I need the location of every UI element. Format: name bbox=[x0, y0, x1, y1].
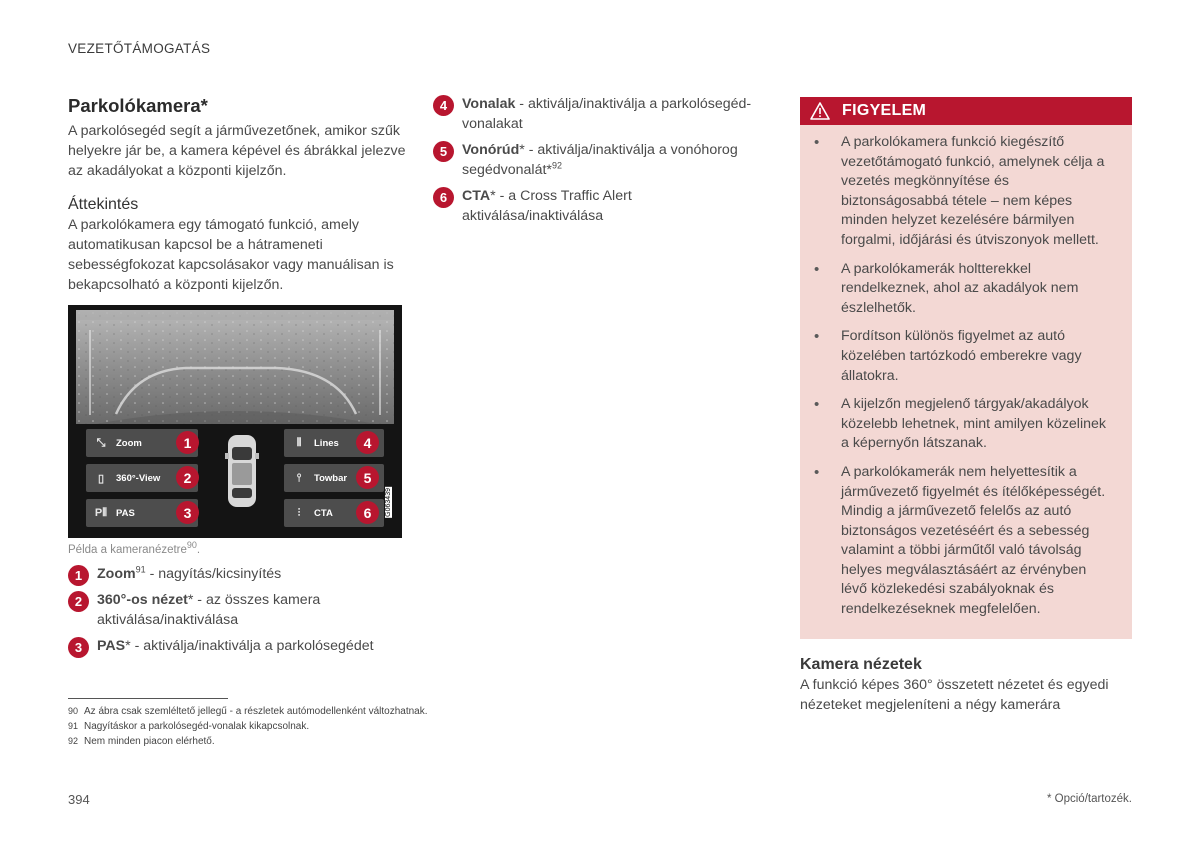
middle-numbered-list bbox=[433, 94, 773, 226]
lines-icon: ⫴ bbox=[296, 436, 302, 449]
zoom-control[interactable]: ⤡ Zoom bbox=[86, 429, 198, 457]
cta-icon: ⫶ bbox=[297, 506, 301, 519]
callout-1: 1 bbox=[176, 431, 199, 454]
warning-triangle-icon bbox=[810, 102, 830, 120]
camera-view-figure bbox=[68, 305, 402, 538]
camera-controls-panel bbox=[86, 427, 384, 531]
footnote-item: 90 Az ábra csak szemléltető jellegű - a részletek autómodellenként változhatnak. bbox=[68, 706, 428, 717]
pas-control[interactable]: P⦀ PAS bbox=[86, 499, 198, 527]
overview-heading: Áttekintés bbox=[68, 196, 139, 213]
number-badge: 5 bbox=[433, 141, 454, 162]
warning-item: • A kijelzőn megjelenő tárgyak/akadályok közelebb lehetnek, mint amilyen közelinek a képernyőn látszanak. bbox=[814, 395, 1116, 454]
left-column bbox=[68, 94, 408, 662]
number-badge: 6 bbox=[433, 187, 454, 208]
number-badge: 2 bbox=[68, 591, 89, 612]
callout-5: 5 bbox=[356, 466, 379, 489]
warning-list bbox=[800, 125, 1132, 620]
footnote-divider bbox=[68, 698, 228, 699]
intro-text: A parkolósegéd segít a járművezetőnek, amikor szűk helyekre jár be, a kamera képével és ábrákkal jelezve az akadályokat a központi kijelzőn. bbox=[68, 123, 406, 179]
warning-item: • Fordítson különös figyelmet az autó közelében tartózkodó emberekre vagy állatokra. bbox=[814, 327, 1116, 386]
lines-control[interactable]: ⫴ Lines bbox=[284, 429, 384, 457]
callout-3: 3 bbox=[176, 501, 199, 524]
list-item: 6 CTA* - a Cross Traffic Alert aktiválása/inaktiválása bbox=[433, 186, 773, 226]
warning-item: • A parkolókamerák holtterekkel rendelkeznek, ahol az akadályok nem észlelhetők. bbox=[814, 260, 1116, 319]
car-top-view-icon bbox=[222, 433, 262, 509]
warning-box bbox=[800, 97, 1132, 639]
right-column bbox=[800, 97, 1132, 715]
callout-2: 2 bbox=[176, 466, 199, 489]
left-numbered-list bbox=[68, 564, 408, 656]
figure-code: G063439 bbox=[385, 488, 392, 517]
pas-icon: P⦀ bbox=[94, 506, 108, 519]
figure-caption: Példa a kameranézetre$^{90}$. bbox=[68, 540, 201, 556]
list-item: 2 360°-os nézet* - az összes kamera aktiválása/inaktiválása bbox=[68, 590, 408, 630]
page-number: 394 bbox=[68, 792, 90, 807]
callout-6: 6 bbox=[356, 501, 379, 524]
number-badge: 3 bbox=[68, 637, 89, 658]
list-item: 4 Vonalak - aktiválja/inaktiválja a parkolósegéd-vonalakat bbox=[433, 94, 773, 134]
number-badge: 4 bbox=[433, 95, 454, 116]
footnote-item: 91 Nagyításkor a parkolósegéd-vonalak kikapcsolnak. bbox=[68, 721, 310, 732]
warning-title: FIGYELEM bbox=[842, 102, 927, 119]
callout-4: 4 bbox=[356, 431, 379, 454]
running-header: VEZETŐTÁMOGATÁS bbox=[68, 41, 211, 56]
footnotes bbox=[68, 704, 428, 749]
middle-column bbox=[433, 94, 773, 232]
towbar-icon: ⫯ bbox=[296, 471, 302, 484]
warning-item: • A parkolókamera funkció kiegészítő vezetőtámogató funkció, amelynek célja a vezetés megkönnyítése és biztonságosabbá tétele – nem képes minden helyzet kezelésére bármilyen forgalmi, időjárási és útviszonyok mellett. bbox=[814, 133, 1116, 251]
towbar-control[interactable]: ⫯ Towbar bbox=[284, 464, 384, 492]
camera-views-text: A funkció képes 360° összetett nézetet és egyedi nézeteket megjeleníteni a négy kamerára bbox=[800, 676, 1109, 713]
view360-icon: ▯ bbox=[97, 472, 105, 485]
number-badge: 1 bbox=[68, 565, 89, 586]
camera-views-heading: Kamera nézetek bbox=[800, 655, 922, 673]
camera-image bbox=[76, 310, 394, 424]
view360-control[interactable]: ▯ 360°-View bbox=[86, 464, 198, 492]
option-note: * Opció/tartozék. bbox=[1046, 793, 1132, 805]
zoom-icon: ⤡ bbox=[96, 436, 106, 449]
cta-control[interactable]: ⫶ CTA bbox=[284, 499, 384, 527]
section-title: Parkolókamera* bbox=[68, 95, 208, 116]
list-item: 5 Vonórúd* - aktiválja/inaktiválja a vonóhorog segédvonalát*$^{92}$ bbox=[433, 140, 773, 180]
list-item: 3 PAS* - aktiválja/inaktiválja a parkolósegédet bbox=[68, 636, 408, 656]
warning-header bbox=[800, 97, 1132, 125]
footnote-item: 92 Nem minden piacon elérhető. bbox=[68, 736, 215, 747]
warning-item: • A parkolókamerák nem helyettesítik a járművezető figyelmét és ítélőképességét. Mindig a járművezető felelős az autó biztonságos vezetéséért és a sebesség valamint a többi járműtől való távolság helyes megválasztásáért az érvényben lévő közlekedési szabályoknak és rendelkezéseknek megfelelően. bbox=[814, 463, 1116, 620]
list-item: 1 Zoom$^{91}$ - nagyítás/kicsinyítés bbox=[68, 564, 408, 584]
overview-text: A parkolókamera egy támogató funkció, amely automatikusan kapcsol be a hátrameneti sebességfokozat kapcsolásakor vagy manuálisan is bekapcsolható a központi kijelzőn. bbox=[68, 217, 394, 293]
